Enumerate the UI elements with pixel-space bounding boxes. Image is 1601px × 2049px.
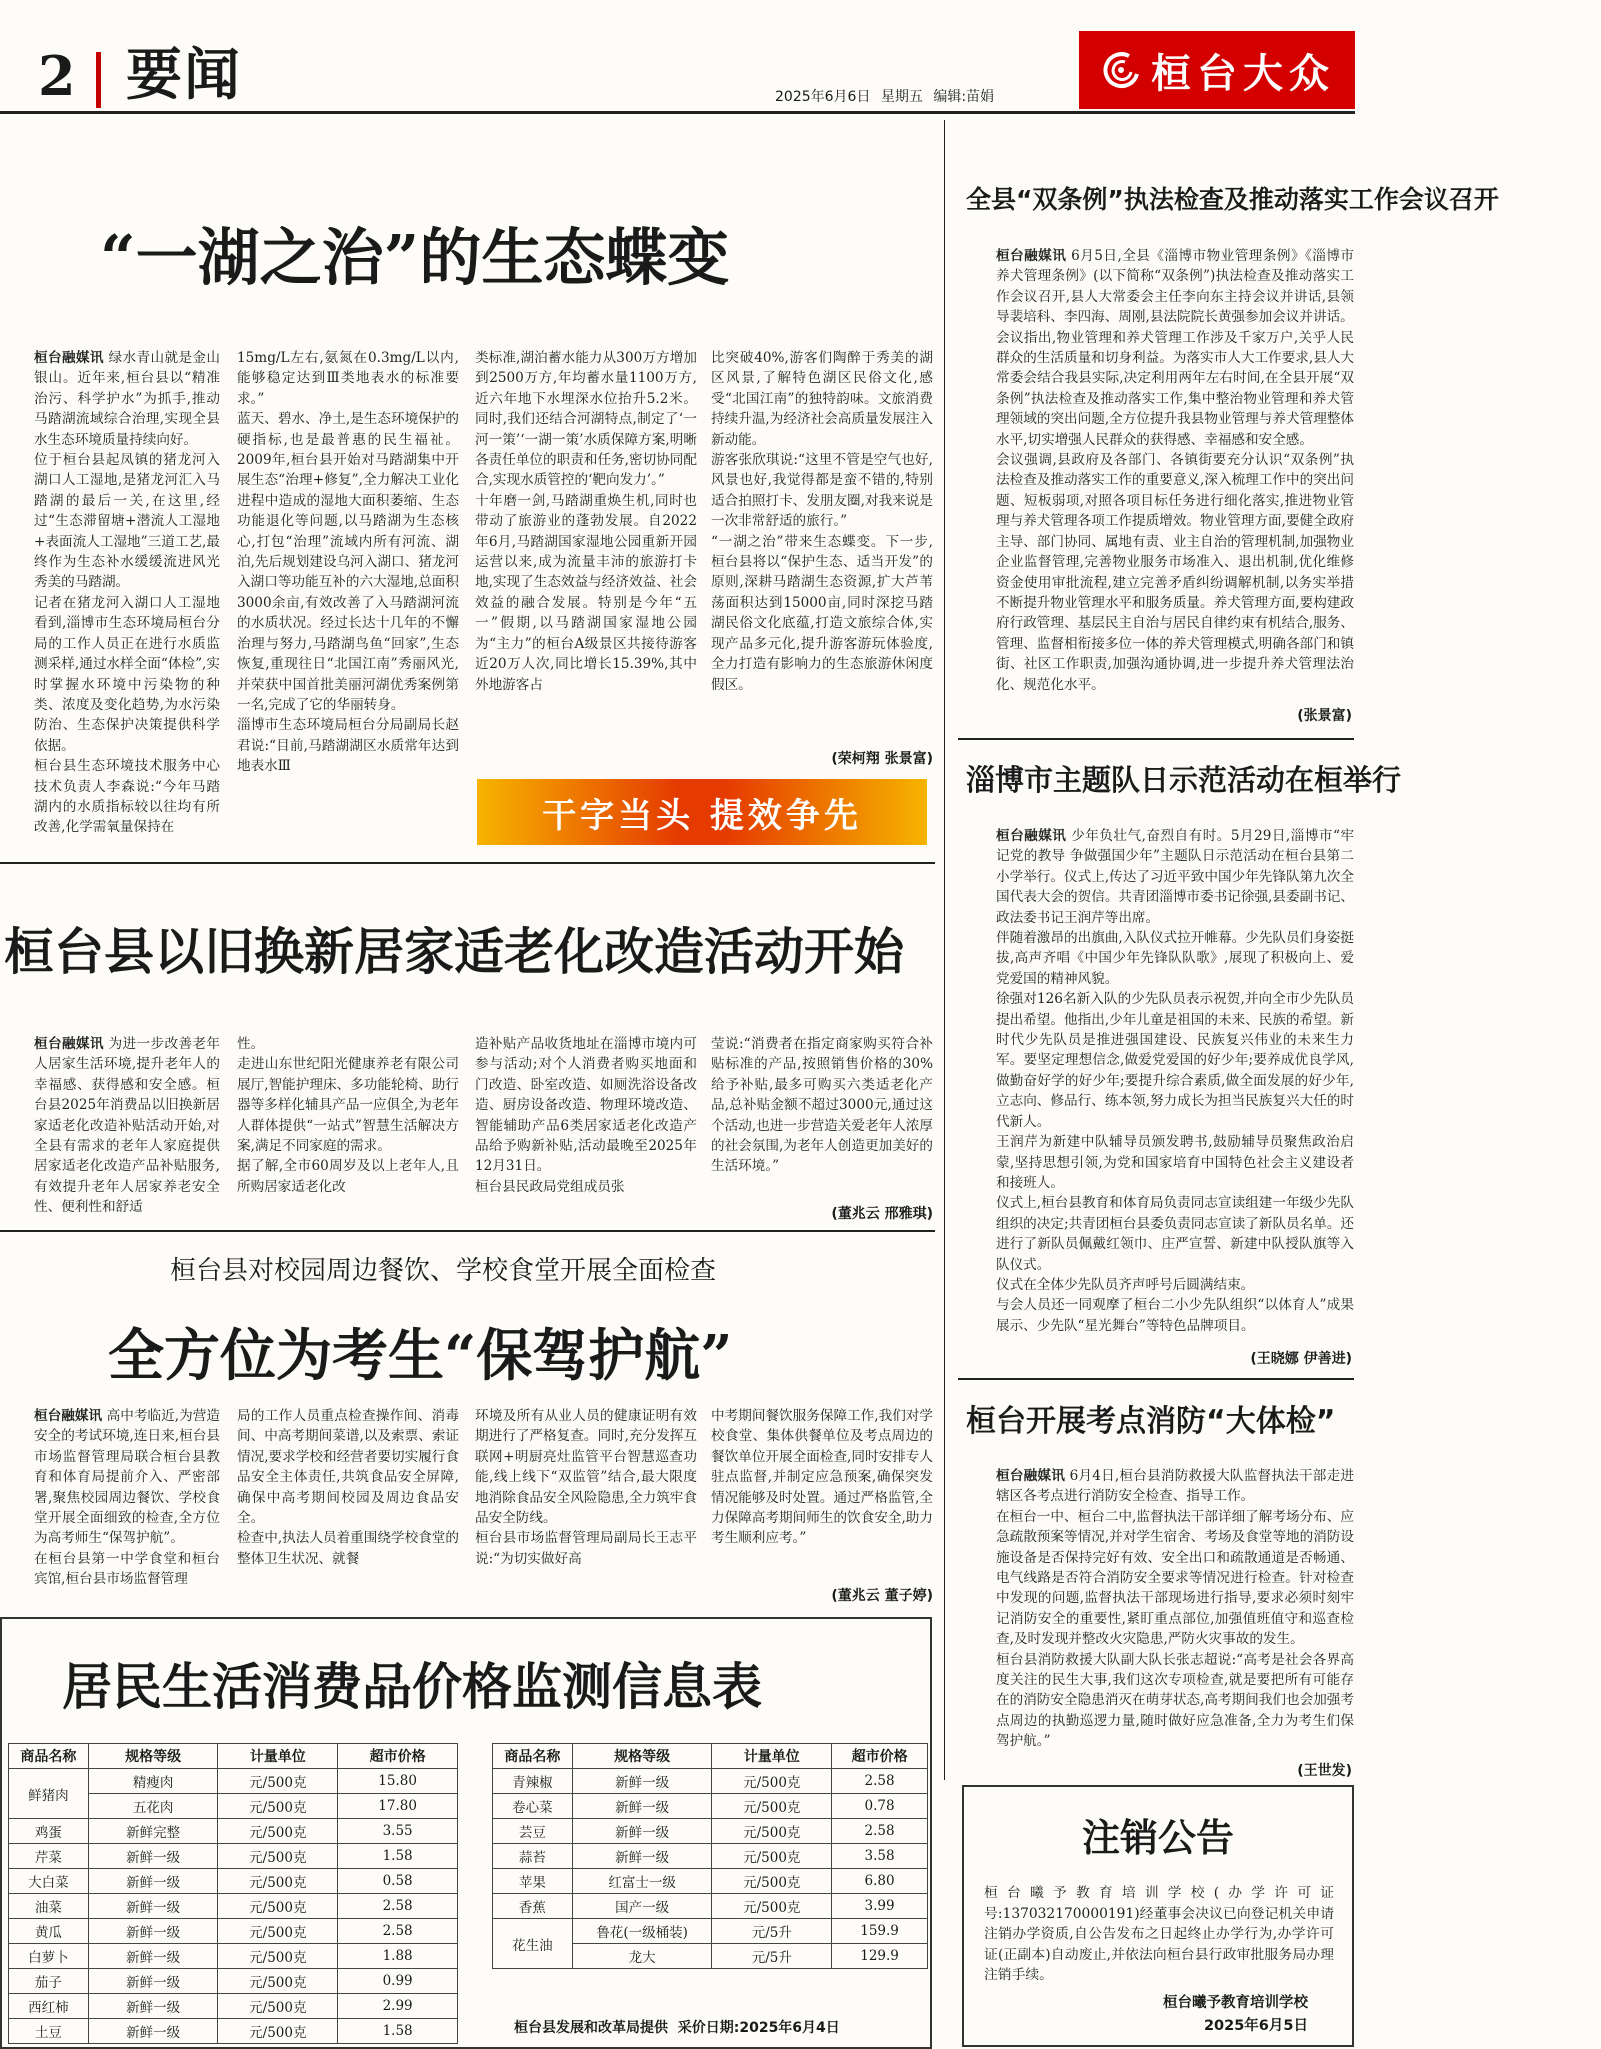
article1-byline: (荣柯翔 张景富) — [831, 751, 933, 767]
cell-name: 黄瓜 — [9, 1919, 89, 1944]
cell-grade: 新鲜一级 — [572, 1794, 712, 1819]
cell-grade: 新鲜一级 — [88, 1894, 218, 1919]
divider-2 — [0, 1230, 935, 1232]
cell-price: 1.58 — [338, 2019, 458, 2044]
section-title: 要闻 — [126, 43, 242, 108]
cell-unit: 元/500克 — [218, 1844, 338, 1869]
cell-grade: 新鲜一级 — [88, 1919, 218, 1944]
cell-name: 青辣椒 — [493, 1769, 573, 1794]
article3-source: 桓台融媒讯 — [34, 1408, 103, 1424]
price-table-right — [492, 1743, 928, 1969]
cell-name: 芸豆 — [493, 1819, 573, 1844]
table-row — [9, 1994, 458, 2019]
col-header-price: 超市价格 — [338, 1744, 458, 1769]
col-header-price: 超市价格 — [832, 1744, 928, 1769]
table-row — [9, 1844, 458, 1869]
cell-grade: 鲁花(一级桶装) — [572, 1919, 712, 1944]
divider-1 — [0, 862, 935, 864]
cell-grade: 新鲜一级 — [88, 2019, 218, 2044]
table-row — [9, 1894, 458, 1919]
cell-unit: 元/500克 — [712, 1844, 832, 1869]
cell-name: 芹菜 — [9, 1844, 89, 1869]
col-header-name: 商品名称 — [9, 1744, 89, 1769]
side1-byline: (张景富) — [1297, 708, 1352, 724]
cell-price: 15.80 — [338, 1769, 458, 1794]
article2-column-1 — [34, 1034, 220, 1224]
side1-body — [996, 246, 1354, 724]
cell-price: 0.58 — [338, 1869, 458, 1894]
side1-source: 桓台融媒讯 — [996, 248, 1067, 264]
cell-name: 白萝卜 — [9, 1944, 89, 1969]
article2-column-3: 造补贴产品收货地址在淄博市境内可参与活动;对个人消费者购买地面和门改造、卧室改造、如厕洗浴设备改造、厨房设备改造、物理环境改造、智能辅助产品6类居家适老化改造产品给予购新补贴,活动最晚至2025年12月31日。 桓台县民政局党组成员张 — [475, 1036, 697, 1195]
table-row — [9, 1819, 458, 1844]
cell-unit: 元/500克 — [218, 2019, 338, 2044]
cell-name: 西红柿 — [9, 1994, 89, 2019]
cell-price: 3.58 — [832, 1844, 928, 1869]
cell-price: 2.58 — [338, 1919, 458, 1944]
cell-unit: 元/500克 — [218, 1869, 338, 1894]
notice-title: 注销公告 — [1081, 1815, 1234, 1860]
price-table-box — [0, 1617, 932, 2049]
page-number: 2 — [38, 44, 76, 108]
price-table-footer: 桓台县发展和改革局提供 采价日期:2025年6月4日 — [514, 2020, 840, 2036]
side3-text: 6月4日,桓台县消防救援大队监督执法干部走进辖区各考点进行消防安全检查、指导工作。 在桓台一中、桓台二中,监督执法干部详细了解考场分布、应急疏散预案等情况,并对学生宿舍、考场及食堂等地的消防设施设备是否保持完好有效、安全出口和疏散通道是否畅通、电气线路是否符合消防安全要求等情况进行检查。针对检查中发现的问题,监督执法干部现场进行指导,要求必须时刻牢记消防安全的重要性,紧盯重点部位,加强值班值守和巡查检查,及时发现并整改火灾隐患,严防火灾事故的发生。 桓台县消防救援大队副大队长张志超说:“高考是社会各界高度关注的民生大事,我们这次专项检查,就是要把所有可能存在的消防安全隐患消灭在萌芽状态,高考期间我们也会加强考点周边的执勤巡逻力量,随时做好应急准备,全力为考生们保驾护航。” — [996, 1468, 1354, 1750]
col-header-unit: 计量单位 — [712, 1744, 832, 1769]
cell-grade: 精瘦肉 — [88, 1769, 218, 1794]
cell-unit: 元/500克 — [218, 1894, 338, 1919]
cell-name: 油菜 — [9, 1894, 89, 1919]
side2-source: 桓台融媒讯 — [996, 828, 1067, 844]
cell-name: 鸡蛋 — [9, 1819, 89, 1844]
article1-source: 桓台融媒讯 — [34, 350, 104, 366]
notice-box — [962, 1785, 1354, 2047]
cell-unit: 元/500克 — [218, 1769, 338, 1794]
cell-unit: 元/500克 — [712, 1819, 832, 1844]
table-row — [493, 1794, 928, 1819]
cell-name: 土豆 — [9, 2019, 89, 2044]
article2-text-1: 为进一步改善老年人居家生活环境,提升老年人的幸福感、获得感和安全感。桓台县2025年消费品以旧换新居家适老化改造补贴活动开始,对全县有需求的老年人家庭提供居家适老化改造产品补贴服务,有效提升老年人居家养老安全性、便利性和舒适 — [34, 1036, 220, 1216]
cell-name: 香蕉 — [493, 1894, 573, 1919]
side-divider-2 — [958, 1378, 1354, 1380]
article2-column-4: 莹说:“消费者在指定商家购买符合补贴标准的产品,按照销售价格的30%给予补贴,最多可购买六类适老化产品,总补贴金额不超过3000元,通过这个活动,也进一步营造关爱老年人浓厚的社会氛围,为老年人创造更加美好的生活环境。” — [711, 1036, 933, 1175]
cell-unit: 元/5升 — [712, 1919, 832, 1944]
cell-unit: 元/500克 — [712, 1794, 832, 1819]
cell-grade: 新鲜一级 — [88, 1994, 218, 2019]
cell-grade: 新鲜一级 — [572, 1769, 712, 1794]
cell-price: 2.58 — [832, 1819, 928, 1844]
cell-price: 0.99 — [338, 1969, 458, 1994]
table-row — [493, 1769, 928, 1794]
table-row — [9, 1944, 458, 1969]
col-header-unit: 计量单位 — [218, 1744, 338, 1769]
notice-body: 桓台曦予教育培训学校(办学许可证号:137032170000191)经董事会决议已向登记机关申请注销办学资质,自公告发布之日起终止办学行为,办学许可证(正副本)自动废止,并依法向桓台县行政审批服务局办理注销手续。 — [984, 1885, 1334, 1983]
article3-subhead: 桓台县对校园周边餐饮、学校食堂开展全面检查 — [170, 1256, 717, 1286]
cell-price: 129.9 — [832, 1944, 928, 1969]
table-row — [9, 2019, 458, 2044]
article1-headline: “一湖之治”的生态蝶变 — [100, 221, 730, 294]
col-header-grade: 规格等级 — [572, 1744, 712, 1769]
cell-name: 花生油 — [493, 1919, 573, 1969]
masthead-divider — [96, 52, 101, 108]
table-row — [493, 1869, 928, 1894]
cell-price: 1.58 — [338, 1844, 458, 1869]
slogan-banner: 干字当头 提效争先 — [477, 779, 927, 845]
side3-headline: 桓台开展考点消防“大体检” — [966, 1404, 1336, 1439]
side3-byline: (王世发) — [1297, 1763, 1352, 1779]
cell-unit: 元/500克 — [218, 1919, 338, 1944]
side2-body — [996, 826, 1354, 1366]
table-row — [493, 1819, 928, 1844]
cell-name: 苹果 — [493, 1869, 573, 1894]
article3-text-1: 高中考临近,为营造安全的考试环境,连日来,桓台县市场监督管理局联合桓台县教育和体育局提前介入、严密部署,聚焦校园周边餐饮、学校食堂开展全面细致的检查,全方位为高考师生“保驾护航”。 在桓台县第一中学食堂和桓台宾馆,桓台县市场监督管理 — [34, 1408, 220, 1588]
cell-grade: 新鲜一级 — [88, 1844, 218, 1869]
cell-grade: 龙大 — [572, 1944, 712, 1969]
cell-unit: 元/500克 — [218, 1944, 338, 1969]
article3-byline: (董兆云 董子婷) — [831, 1588, 933, 1604]
cell-unit: 元/5升 — [712, 1944, 832, 1969]
article1-column-1 — [34, 348, 220, 836]
table-row — [493, 1844, 928, 1869]
notice-date: 2025年6月5日 — [1203, 2018, 1308, 2034]
table-row — [493, 1919, 928, 1944]
cell-price: 2.99 — [338, 1994, 458, 2019]
cell-unit: 元/500克 — [218, 1969, 338, 1994]
cell-grade: 红富士一级 — [572, 1869, 712, 1894]
logo-text: 桓台大众 — [1151, 49, 1335, 97]
cell-grade: 新鲜一级 — [88, 1944, 218, 1969]
side3-body — [996, 1466, 1354, 1762]
cell-price: 17.80 — [338, 1794, 458, 1819]
cell-name: 鲜猪肉 — [9, 1769, 89, 1819]
side2-headline: 淄博市主题队日示范活动在桓举行 — [966, 763, 1402, 797]
article3-column-1 — [34, 1406, 220, 1606]
article1-column-2: 15mg/L左右,氨氮在0.3mg/L以内,能够稳定达到Ⅲ类地表水的标准要求。” 蓝天、碧水、净土,是生态环境保护的硬指标,也是最普惠的民生福祉。2009年,桓台县开始对马踏湖集中开展生态“治理+修复”,全力解决工业化进程中造成的湿地大面积萎缩、生态功能退化等问题,以马踏湖为生态核心,打包“治理”流域内所有河流、湖泊,先后规划建设乌河入湖口、猪龙河入湖口等功能互补的六大湿地,总面积3000余亩,有效改善了入马踏湖河流的水质状况。经过长达十几年的不懈治理与努力,马踏湖鸟鱼“回家”,生态恢复,重现往日“北国江南”秀丽风光,并荣获中国首批美丽河湖优秀案例第一名,完成了它的华丽转身。 淄博市生态环境局桓台分局副局长赵君说:“目前,马踏湖湖区水质常年达到地表水Ⅲ — [237, 350, 459, 775]
article1-text-1: 绿水青山就是金山银山。近年来,桓台县以“精准治污、科学护水”为抓手,推动马踏湖流域综合治理,实现全县水生态环境质量持续向好。 位于桓台县起凤镇的猪龙河入湖口人工湿地,是猪龙河汇入马踏湖的最后一关,在这里,经过“生态滞留塘+潜流人工湿地+表面流人工湿地”三道工艺,最终作为生态补水缓缓流进风光秀美的马踏湖。 记者在猪龙河入湖口人工湿地看到,淄博市生态环境局桓台分局的工作人员正在进行水质监测采样,通过水样全面“体检”,实时掌握水环境中污染物的种类、浓度及变化趋势,为水污染防治、生态保护决策提供科学依据。 桓台县生态环境技术服务中心技术负责人李森说:“今年马踏湖内的水质指标较以往均有所改善,化学需氧量保持在 — [34, 350, 220, 836]
cell-price: 2.58 — [832, 1769, 928, 1794]
side1-text: 6月5日,全县《淄博市物业管理条例》《淄博市养犬管理条例》(以下简称“双条例”)执法检查及推动落实工作会议召开,县人大常委会主任李向东主持会议并讲话,县领导裴培科、李四海、周刚,县法院院长黄强参加会议并讲话。 会议指出,物业管理和养犬管理工作涉及千家万户,关乎人民群众的生活质量和切身利益。为落实市人大工作要求,县人大常委会结合我县实际,决定利用两年左右时间,在全县开展“双条例”执法检查及推动落实工作,集中整治物业管理和养犬管理领域的突出问题,全方位提升我县物业管理与养犬管理整体水平,切实增强人民群众的获得感、幸福感和安全感。 会议强调,县政府及各部门、各镇街要充分认识“双条例”执法检查及推动落实工作的重要意义,深入梳理工作中的突出问题、短板弱项,对照各项目标任务进行细化落实,推进物业管理与养犬管理各项工作提质增效。物业管理方面,要健全政府主导、部门协同、属地有责、业主自治的管理机制,加强物业企业监督管理,完善物业服务市场准入、退出机制,优化维修资金使用审批流程,建立完善矛盾纠纷调解机制,以务实举措不断提升物业管理水平和服务质量。养犬管理方面,要构建政府行政管理、基层民主自治与居民自律约束有机结合,服务、管理、监督相衔接多位一体的养犬管理模式,明确各部门和镇街、社区工作职责,加强沟通协调,进一步提升养犬管理法治化、规范化水平。 — [996, 248, 1355, 693]
cell-price: 6.80 — [832, 1869, 928, 1894]
article2-byline: (董兆云 邢雅琪) — [831, 1206, 933, 1222]
side2-byline: (王晓娜 伊善进) — [1250, 1351, 1352, 1367]
cell-unit: 元/500克 — [218, 1819, 338, 1844]
cell-price: 3.99 — [832, 1894, 928, 1919]
notice-signer: 桓台曦予教育培训学校 — [1163, 1995, 1308, 2011]
article2-source: 桓台融媒讯 — [34, 1036, 104, 1052]
cell-price: 3.55 — [338, 1819, 458, 1844]
side2-text: 少年负壮气,奋烈自有时。5月29日,淄博市“牢记党的教导 争做强国少年”主题队日示范活动在桓台县第二小学举行。仪式上,传达了习近平致中国少年先锋队第九次全国代表大会的贺信。共青团淄博市委书记徐强,县委副书记、政法委书记王润芹等出席。 伴随着激昂的出旗曲,入队仪式拉开帷幕。少先队员们身姿挺拔,高声齐唱《中国少年先锋队队歌》,展现了积极向上、爱党爱国的精神风貌。 徐强对126名新入队的少先队员表示祝贺,并向全市少先队员提出希望。他指出,少年儿童是祖国的未来、民族的希望。新时代少先队员是推进强国建设、民族复兴伟业的未来生力军。要坚定理想信念,做爱党爱国的好少年;要养成优良学风,做勤奋好学的好少年;要提升综合素质,做全面发展的好少年,立志向、修品行、练本领,努力成长为担当民族复兴大任的时代新人。 王润芹为新建中队辅导员颁发聘书,鼓励辅导员聚焦政治启蒙,坚持思想引领,为党和国家培育中国特色社会主义建设者和接班人。 仪式上,桓台县教育和体育局负责同志宣读组建一年级少先队组织的决定;共青团桓台县委负责同志宣读了新队员名单。还进行了新队员佩戴红领巾、庄严宣誓、新建中队授队旗等入队仪式。 仪式在全体少先队员齐声呼号后圆满结束。 与会人员还一同观摩了桓台二小少先队组织“以体育人”成果展示、少先队“星光舞台”等特色品牌项目。 — [996, 828, 1355, 1334]
col-header-name: 商品名称 — [493, 1744, 573, 1769]
masthead-date-line: 2025年6月6日 星期五 编辑:苗娟 — [775, 89, 995, 105]
cell-grade: 新鲜一级 — [572, 1819, 712, 1844]
cell-name: 卷心菜 — [493, 1794, 573, 1819]
cell-unit: 元/500克 — [712, 1869, 832, 1894]
article3-headline: 全方位为考生“保驾护航” — [108, 1323, 733, 1389]
logo-swirl-icon — [1099, 48, 1143, 92]
article3-column-3: 环境及所有从业人员的健康证明有效期进行了严格复查。同时,充分发挥互联网+明厨亮灶监管平台智慧巡查功能,线上线下“双监管”结合,最大限度地消除食品安全风险隐患,全力筑牢食品安全防线。 桓台县市场监督管理局副局长王志平说:“为切实做好高 — [475, 1408, 697, 1567]
side3-source: 桓台融媒讯 — [996, 1468, 1066, 1484]
cell-grade: 国产一级 — [572, 1894, 712, 1919]
cell-name: 茄子 — [9, 1969, 89, 1994]
table-row — [9, 1769, 458, 1794]
article1-column-3: 类标准,湖泊蓄水能力从300万方增加到2500万方,年均蓄水量1100万方,近六年地下水埋深水位抬升5.2米。同时,我们还结合河湖特点,制定了‘一河一策’‘一湖一策’水质保障方案,明晰各责任单位的职责和任务,密切协同配合,实现水质管控的‘靶向发力’。” 十年磨一剑,马踏湖重焕生机,同时也带动了旅游业的蓬勃发展。自2022年6月,马踏湖国家湿地公园重新开园运营以来,成为流量丰沛的旅游打卡地,实现了生态效益与经济效益、社会效益的融合发展。特别是今年“五一”假期,以马踏湖国家湿地公园为“主力”的桓台A级景区共接待游客近20万人次,同比增长15.39%,其中外地游客占 — [475, 350, 697, 693]
cell-price: 1.88 — [338, 1944, 458, 1969]
col-header-grade: 规格等级 — [88, 1744, 218, 1769]
cell-unit: 元/500克 — [218, 1794, 338, 1819]
masthead-rule — [0, 111, 1355, 114]
cell-grade: 新鲜一级 — [88, 1869, 218, 1894]
cell-grade: 五花肉 — [88, 1794, 218, 1819]
cell-grade: 新鲜完整 — [88, 1819, 218, 1844]
price-table-left — [8, 1743, 458, 2044]
cell-grade: 新鲜一级 — [572, 1844, 712, 1869]
article3-column-2: 局的工作人员重点检查操作间、消毒间、中高考期间菜谱,以及索票、索证情况,要求学校和经营者要切实履行食品安全主体责任,共筑食品安全屏障,确保中高考期间校园及周边食品安全。 检查中,执法人员着重围绕学校食堂的整体卫生状况、就餐 — [237, 1408, 459, 1567]
table-row — [9, 1919, 458, 1944]
cell-price: 2.58 — [338, 1894, 458, 1919]
article3-column-4: 中考期间餐饮服务保障工作,我们对学校食堂、集体供餐单位及考点周边的餐饮单位开展全面检查,同时安排专人驻点监督,并制定应急预案,确保突发情况能够及时处置。通过严格监管,全力保障高考期间师生的饮食安全,助力考生顺利应考。” — [711, 1408, 933, 1547]
cell-unit: 元/500克 — [712, 1894, 832, 1919]
article2-headline: 桓台县以旧换新居家适老化改造活动开始 — [4, 922, 904, 981]
table-row — [9, 1869, 458, 1894]
article2-column-2: 性。 走进山东世纪阳光健康养老有限公司展厅,智能护理床、多功能轮椅、助行器等多样化辅具产品一应俱全,为老年人群体提供“一站式”智慧生活解决方案,满足不同家庭的需求。 据了解,全市60周岁及以上老年人,且所购居家适老化改 — [237, 1036, 459, 1195]
column-divider — [944, 120, 945, 1780]
cell-price: 0.78 — [832, 1794, 928, 1819]
cell-grade: 新鲜一级 — [88, 1969, 218, 1994]
side1-headline: 全县“双条例”执法检查及推动落实工作会议召开 — [966, 185, 1499, 214]
table-row — [9, 1969, 458, 1994]
article1-column-4: 比突破40%,游客们陶醉于秀美的湖区风景,了解特色湖区民俗文化,感受“北国江南”的独特韵味。文旅消费持续升温,为经济社会高质量发展注入新动能。 游客张欣琪说:“这里不管是空气也好,风景也好,我觉得都是蛮不错的,特别适合拍照打卡、发朋友圈,对我来说是一次非常舒适的旅行。” “一湖之治”带来生态蝶变。下一步,桓台县将以“保护生态、适当开发”的原则,深耕马踏湖生态资源,扩大芦苇荡面积达到15000亩,同时深挖马踏湖民俗文化底蕴,打造文旅综合体,实现产品多元化,提升游客游玩体验度,全力打造有影响力的生态旅游休闲度假区。 — [711, 350, 933, 693]
side-divider-1 — [958, 738, 1354, 740]
newspaper-logo — [1079, 31, 1355, 109]
table-row — [493, 1894, 928, 1919]
cell-name: 大白菜 — [9, 1869, 89, 1894]
cell-price: 159.9 — [832, 1919, 928, 1944]
cell-unit: 元/500克 — [218, 1994, 338, 2019]
cell-unit: 元/500克 — [712, 1769, 832, 1794]
cell-name: 蒜苔 — [493, 1844, 573, 1869]
price-table-title: 居民生活消费品价格监测信息表 — [62, 1657, 762, 1716]
